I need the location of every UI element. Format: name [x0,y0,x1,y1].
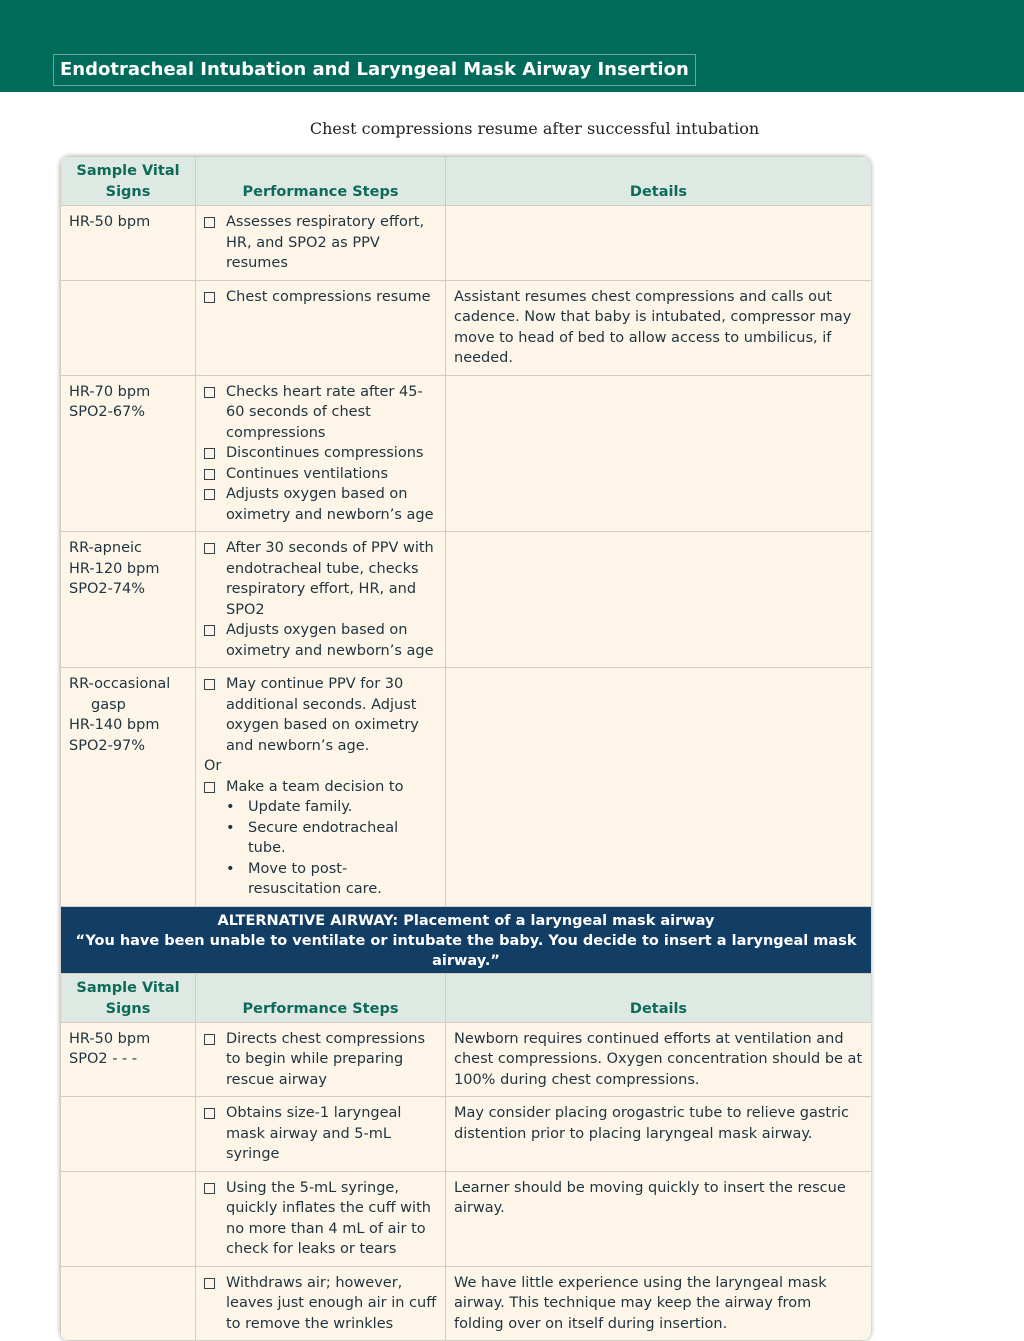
bullet-icon: • [226,819,235,836]
table-row [61,1171,872,1266]
checklist-item[interactable] [204,620,437,661]
table-row [61,375,872,532]
checkbox-icon[interactable] [204,217,215,228]
table-row [61,1022,872,1097]
table-row [61,668,872,907]
vital-sign: HR-140 bpm [69,717,160,733]
step-text: Directs chest compressions to begin while preparing rescue airway [226,1030,425,1088]
steps-cell [196,1171,446,1266]
list-item: • Update family. [204,797,437,818]
step-text: Chest compressions resume [226,288,431,305]
checkbox-icon[interactable] [204,1108,215,1119]
vital-signs-cell [61,206,196,281]
details-cell [446,668,872,907]
checklist-item[interactable] [204,1273,437,1335]
checklist-item[interactable] [204,674,437,756]
vital-sign: HR-50 bpm [69,1030,151,1047]
checkbox-icon[interactable] [204,1278,215,1289]
step-text: Continues ventilations [226,465,389,482]
bullet-icon: • [226,799,235,815]
step-text: Adjusts oxygen based on oximetry and newborn’s age [226,486,434,523]
section-subtitle: Chest compressions resume after successful intubation [309,119,760,138]
details-cell [446,532,872,668]
column-header-steps: Performance Steps [196,973,446,1022]
table-row [61,280,872,375]
checklist-item[interactable] [204,1103,437,1165]
details-cell: May consider placing orogastric tube to relieve gastric distention prior to placing laryngeal mask airway. [446,1097,872,1172]
checklist-item[interactable] [204,1029,437,1091]
vital-signs-cell [61,1171,196,1266]
scenario-table [60,156,871,1341]
steps-cell [196,375,446,532]
bullet-icon: • [226,860,235,877]
steps-cell [196,1022,446,1097]
vital-sign-continued: gasp [91,696,126,713]
vital-signs-cell [61,668,196,907]
step-text: Adjusts oxygen based on oximetry and newborn’s age [226,622,434,659]
checkbox-icon[interactable] [204,469,215,480]
vital-sign: SPO2 - - - [69,1051,138,1067]
vital-sign: RR-occasional [69,676,171,692]
checklist-item[interactable] [204,212,437,274]
steps-cell [196,206,446,281]
alternative-airway-title: ALTERNATIVE AIRWAY: Placement of a laryngeal mask airway [217,912,715,929]
vital-sign: RR-apneic [69,540,142,556]
checkbox-icon[interactable] [204,387,215,398]
checklist-item[interactable] [204,464,437,485]
vital-sign: SPO2-74% [69,581,146,597]
vital-signs-cell [61,280,196,375]
column-header-details: Details [446,973,872,1022]
details-cell [446,375,872,532]
step-text: Make a team decision to [226,778,404,795]
steps-cell [196,280,446,375]
step-text: Obtains size-1 laryngeal mask airway and 5-mL syringe [226,1105,402,1162]
step-text: Withdraws air; however, leaves just enough air in cuff to remove the wrinkles [226,1274,437,1332]
checkbox-icon[interactable] [204,625,215,636]
details-cell: Assistant resumes chest compressions and calls out cadence. Now that baby is intubated, compressor may move to head of bed to allow access to umbilicus, if needed. [446,280,872,375]
vital-sign: HR-70 bpm [69,383,151,400]
vital-signs-cell [61,375,196,532]
step-text: After 30 seconds of PPV with endotracheal tube, checks respiratory effort, HR, and SPO2 [226,540,434,618]
or-label: Or [204,758,222,774]
checklist-item[interactable] [204,1178,437,1260]
details-cell: Newborn requires continued efforts at ventilation and chest compressions. Oxygen concentration should be at 100% during chest compressions. [446,1022,872,1097]
table-row [61,206,872,281]
checkbox-icon[interactable] [204,782,215,793]
list-item: • Move to post-resuscitation care. [226,860,382,897]
checklist-item[interactable] [204,484,437,525]
table-row [61,532,872,668]
vital-sign: HR-50 bpm [69,214,151,230]
checkbox-icon[interactable] [204,1183,215,1194]
vital-signs-cell [61,532,196,668]
checklist-item[interactable] [204,777,437,798]
step-text: Discontinues compressions [226,445,424,461]
table-header-row [61,157,872,206]
checkbox-icon[interactable] [204,543,215,554]
table-header-row [61,973,872,1022]
checkbox-icon[interactable] [204,679,215,690]
header-banner [0,0,1024,92]
details-cell [446,206,872,281]
column-header-vitals: Sample Vital Signs [61,973,196,1022]
checklist-item[interactable] [204,443,437,464]
checkbox-icon[interactable] [204,1034,215,1045]
vital-signs-cell [61,1266,196,1341]
vital-signs-cell [61,1097,196,1172]
checkbox-icon[interactable] [204,448,215,459]
list-item: • Secure endotracheal tube. [226,819,399,856]
alternative-airway-banner-row [61,906,872,973]
column-header-details: Details [446,157,872,206]
page-title: Endotracheal Intubation and Laryngeal Mask Airway Insertion [53,54,696,86]
vital-sign: HR-120 bpm [69,560,160,577]
checkbox-icon[interactable] [204,489,215,500]
steps-cell [196,1266,446,1341]
steps-cell [196,1097,446,1172]
checkbox-icon[interactable] [204,292,215,303]
column-header-vitals: Sample Vital Signs [61,157,196,206]
step-text: May continue PPV for 30 additional seconds. Adjust oxygen based on oximetry and newborn’s age. [226,676,419,754]
step-text: Using the 5-mL syringe, quickly inflates the cuff with no more than 4 mL of air to check for leaks or tears [226,1179,431,1257]
column-header-steps: Performance Steps [196,157,446,206]
vital-sign: SPO2-67% [69,404,146,420]
checklist-item[interactable] [204,287,437,308]
step-text: Assesses respiratory effort, HR, and SPO2 as PPV resumes [226,214,425,271]
checklist-item[interactable] [204,538,437,620]
details-cell: We have little experience using the laryngeal mask airway. This technique may keep the airway from folding over on itself during insertion. [446,1266,872,1341]
alternative-airway-quote: “You have been unable to ventilate or intubate the baby. You decide to insert a laryngeal mask airway.” [75,932,857,969]
table-row [61,1097,872,1172]
details-cell: Learner should be moving quickly to insert the rescue airway. [446,1171,872,1266]
steps-cell [196,532,446,668]
step-text: Checks heart rate after 45-60 seconds of chest compressions [226,383,423,441]
vital-signs-cell [61,1022,196,1097]
checklist-item[interactable] [204,382,437,444]
vital-sign: SPO2-97% [69,737,146,754]
alternative-airway-banner [61,906,872,973]
steps-cell [196,668,446,907]
table-row [61,1266,872,1341]
